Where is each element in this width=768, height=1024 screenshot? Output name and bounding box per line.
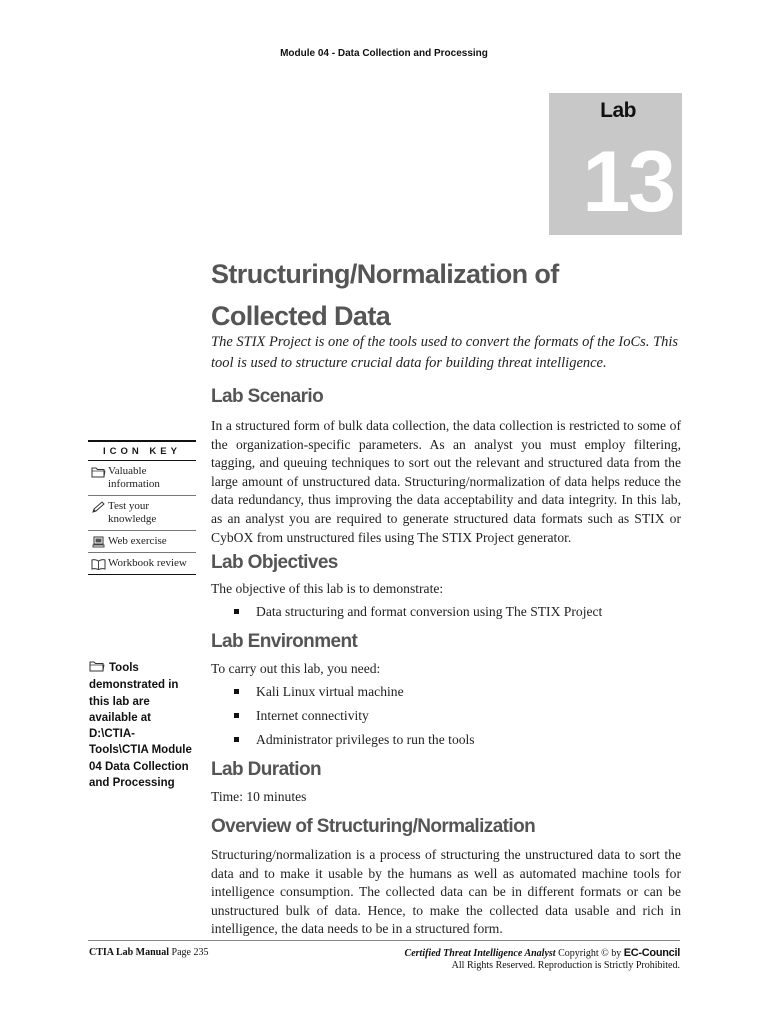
environment-text: To carry out this lab, you need: [211,661,381,676]
bullet [234,609,239,614]
icon-key-heading: ICON KEY [88,440,196,461]
icon-key-item [88,553,196,575]
icon-key-item [88,461,196,496]
heading-overview: Overview of Structuring/Normalization [211,816,536,837]
heading-lab-environment: Lab Environment [211,631,358,652]
lab-number-badge [549,93,682,235]
footer-cert-name: Certified Threat Intelligence Analyst [404,948,556,959]
bullet [234,713,239,718]
list-item-text: Kali Linux virtual machine [256,684,404,699]
tools-note [89,660,194,791]
icon-key-label: Valuable information [108,465,160,490]
book-icon [88,557,108,570]
footer-rights: All Rights Reserved. Reproduction is Strictly Prohibited. [451,960,680,971]
icon-key [88,440,196,575]
folder-icon [89,660,105,677]
icon-key-item [88,531,196,553]
page-title-line-1: Structuring/Normalization of [211,259,559,289]
lab-label: Lab [600,99,636,122]
page-title-line-2: Collected Data [211,301,391,331]
list-item [211,704,681,728]
intro-text: The STIX Project is one of the tools used to convert the formats of the IoCs. This tool is used to structure crucial data for building threat intelligence. [211,334,679,371]
footer-manual [89,947,208,958]
list-item-text: Internet connectivity [256,708,369,723]
computer-icon [88,535,108,548]
list-item [211,680,681,704]
heading-lab-objectives: Lab Objectives [211,552,338,573]
running-header: Module 04 - Data Collection and Processing [280,48,488,59]
heading-lab-scenario: Lab Scenario [211,386,324,407]
list-item-text: Data structuring and format conversion using The STIX Project [256,604,603,619]
icon-key-label: Web exercise [108,535,167,547]
footer-copyright-text: Copyright © by [558,948,622,959]
bullet [234,689,239,694]
tools-note-text: Tools demonstrated in this lab are available at D:\CTIA-Tools\CTIA Module 04 Data Collection and Processing [89,662,192,790]
environment-list [211,680,681,752]
list-item [211,600,681,624]
footer-copyright [405,947,680,972]
icon-key-item [88,496,196,531]
overview-text: Structuring/normalization is a process of structuring the unstructured data to sort the data and to make it usable by the humans as well as automated machine tools for intelligence consumption. The collected data can be in different formats or can be unstructured bulk of data. Hence, to make the collected data usable and rich in intelligence, the data needs to be in a structured form. [211,847,681,937]
bullet [234,737,239,742]
page-title [211,253,691,337]
icon-key-label: Test your knowledge [108,500,157,525]
list-item [211,728,681,752]
duration-text: Time: 10 minutes [211,789,307,804]
footer-divider [88,940,680,941]
objectives-list [211,600,681,624]
objectives-text: The objective of this lab is to demonstrate: [211,581,444,596]
icon-key-label: Workbook review [108,557,187,569]
footer-manual-title: CTIA Lab Manual [89,947,170,958]
pencil-icon [88,500,108,513]
scenario-text: In a structured form of bulk data collection, the data collection is restricted to some of the organization-specific parameters. As an analyst you must employ filtering, tagging, and queuing techniques to sort out the relevant and structured data from the large amount of unstructured data. Structuring/normalization of data helps reduce the data redundancy, thus improving the data acceptability and data integrity. In this lab, as an analyst you are required to generate structured data formats such as STIX or CybOX from unstructured files using The STIX Project generator. [211,418,681,545]
heading-lab-duration: Lab Duration [211,759,321,780]
list-item-text: Administrator privileges to run the tools [256,732,475,747]
footer-page-number: Page 235 [171,947,209,958]
folder-icon [88,465,108,478]
brand-logo: EC-Council [623,947,680,959]
lab-number: 13 [582,134,674,230]
